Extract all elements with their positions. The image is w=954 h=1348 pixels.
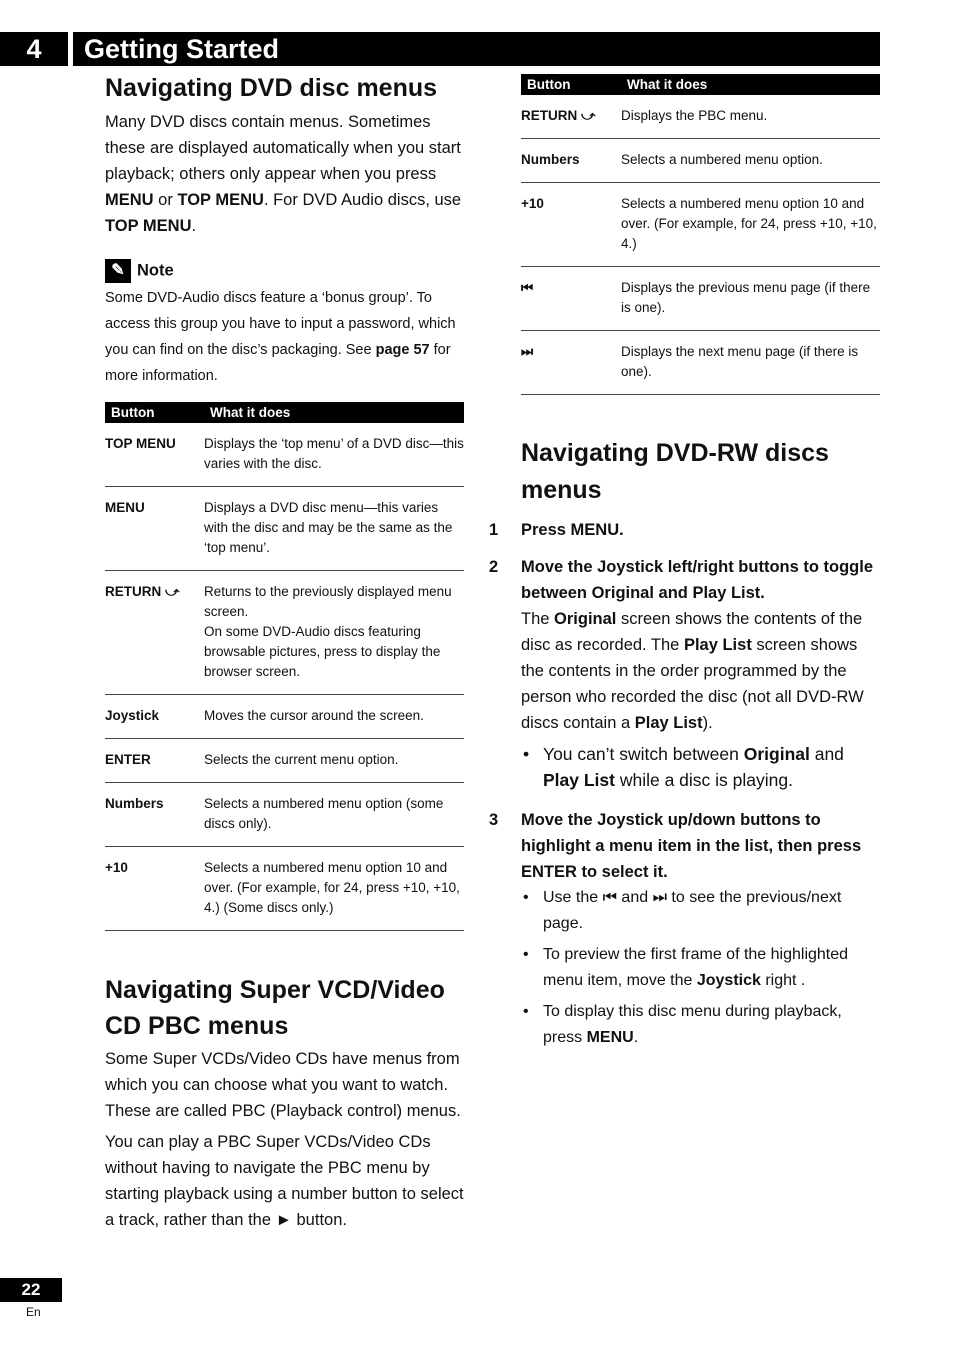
table-cell-description: Returns to the previously displayed menu screen. On some DVD-Audio discs featuring browsable pictures, press to display the browser screen.	[204, 571, 464, 695]
header-separator	[68, 32, 73, 66]
dvdrw-section	[489, 435, 883, 1056]
table-cell-description: Selects a numbered menu option 10 and over. (For example, for 24, press +10, +10, 4.) (Some discs only.)	[204, 847, 464, 931]
table-row	[521, 183, 880, 267]
svcd-section	[105, 972, 465, 1233]
svcd-para-1: Some Super VCDs/Video CDs have menus from which you can choose what you want to watch. These are called PBC (Playback control) menus.	[105, 1050, 461, 1120]
step-2: 2 Move the Joystick left/right buttons to toggle between Original and Play List.	[489, 558, 874, 602]
table-row	[105, 487, 464, 571]
table-cell-button: ENTER	[105, 739, 204, 783]
table-row	[105, 847, 464, 931]
table-cell-description: Selects a numbered menu option.	[621, 139, 880, 183]
table-cell-button: Numbers	[521, 139, 621, 183]
dvd-menus-intro: Many DVD discs contain menus. Sometimes these are displayed automatically when you start playback; others only appear when you press MENU or TOP MENU. For DVD Audio discs, use TOP MENU.	[105, 113, 462, 235]
table-row	[105, 423, 464, 487]
table-cell-button: Numbers	[105, 783, 204, 847]
section-title-dvd-menus: Navigating DVD disc menus	[105, 74, 438, 102]
note-heading: ✎ Note	[105, 259, 465, 283]
table-row	[105, 783, 464, 847]
step-1: 1 Press MENU.	[489, 521, 624, 539]
table-cell-description: Displays a DVD disc menu—this varies with the disc and may be the same as the ‘top menu’.	[204, 487, 464, 571]
svcd-para-2: You can play a PBC Super VCDs/Video CDs without having to navigate the PBC menu by starting playback using a number button to select a track, rather than the ► button.	[105, 1133, 464, 1229]
table-row	[521, 267, 880, 331]
list-item: • To display this disc menu during playback, press MENU.	[543, 999, 883, 1051]
table-cell-description: Selects a numbered menu option 10 and over. (For example, for 24, press +10, +10, 4.)	[621, 183, 880, 267]
table-cell-button: ⏮	[521, 267, 621, 331]
table-cell-button: MENU	[105, 487, 204, 571]
table-cell-description: Selects the current menu option.	[204, 739, 464, 783]
table-cell-button: Joystick	[105, 695, 204, 739]
table-header-what: What it does	[621, 74, 880, 95]
table-row	[521, 331, 880, 395]
dvd-button-table	[105, 402, 464, 931]
table-cell-description: Moves the cursor around the screen.	[204, 695, 464, 739]
table-row	[105, 571, 464, 695]
table-cell-button: RETURN ⤻	[521, 95, 621, 139]
table-header-button: Button	[105, 402, 204, 423]
table-cell-button: RETURN ⤻	[105, 571, 204, 695]
step-3-bullets	[521, 885, 883, 1051]
table-cell-button: +10	[521, 183, 621, 267]
table-row	[105, 695, 464, 739]
page-language: En	[26, 1305, 41, 1319]
table-cell-button: ⏭	[521, 331, 621, 395]
left-column	[105, 70, 465, 389]
table-cell-button: TOP MENU	[105, 423, 204, 487]
table-row	[105, 739, 464, 783]
table-cell-description: Displays the PBC menu.	[621, 95, 880, 139]
note-pencil-icon: ✎	[105, 259, 131, 283]
list-item: • You can’t switch between Original and Play List while a disc is playing.	[543, 741, 883, 793]
table-cell-description: Displays the previous menu page (if there is one).	[621, 267, 880, 331]
table-cell-description: Displays the next menu page (if there is one).	[621, 331, 880, 395]
step-3: 3 Move the Joystick up/down buttons to highlight a menu item in the list, then press ENTER to select it.	[489, 811, 862, 881]
table-cell-description: Displays the ‘top menu’ of a DVD disc—this varies with the disc.	[204, 423, 464, 487]
table-row	[521, 95, 880, 139]
pbc-button-table	[521, 74, 880, 395]
chapter-title: Getting Started	[84, 34, 280, 64]
page-number: 22	[0, 1278, 62, 1302]
list-item: • Use the ⏮ and ⏭ to see the previous/next page.	[543, 885, 883, 937]
table-cell-button: +10	[105, 847, 204, 931]
table-header-button: Button	[521, 74, 621, 95]
table-header-what: What it does	[204, 402, 464, 423]
step-2-body: The Original screen shows the contents of the disc as recorded. The Play List screen shows the contents in the order programmed by the person who recorded the disc (not all DVD-RW discs contain a Play List).	[521, 610, 864, 732]
section-title-dvdrw: Navigating DVD-RW discs menus	[521, 439, 829, 504]
list-item: • To preview the first frame of the highlighted menu item, move the Joystick right .	[543, 942, 883, 994]
step-2-bullets	[521, 741, 883, 793]
table-row	[521, 139, 880, 183]
section-title-svcd: Navigating Super VCD/Video CD PBC menus	[105, 976, 445, 1040]
table-cell-description: Selects a numbered menu option (some discs only).	[204, 783, 464, 847]
chapter-number: 4	[26, 34, 42, 64]
note-text: Some DVD-Audio discs feature a ‘bonus group’. To access this group you have to input a password, which you can find on the disc’s packaging. See page 57 for more information.	[105, 290, 456, 384]
